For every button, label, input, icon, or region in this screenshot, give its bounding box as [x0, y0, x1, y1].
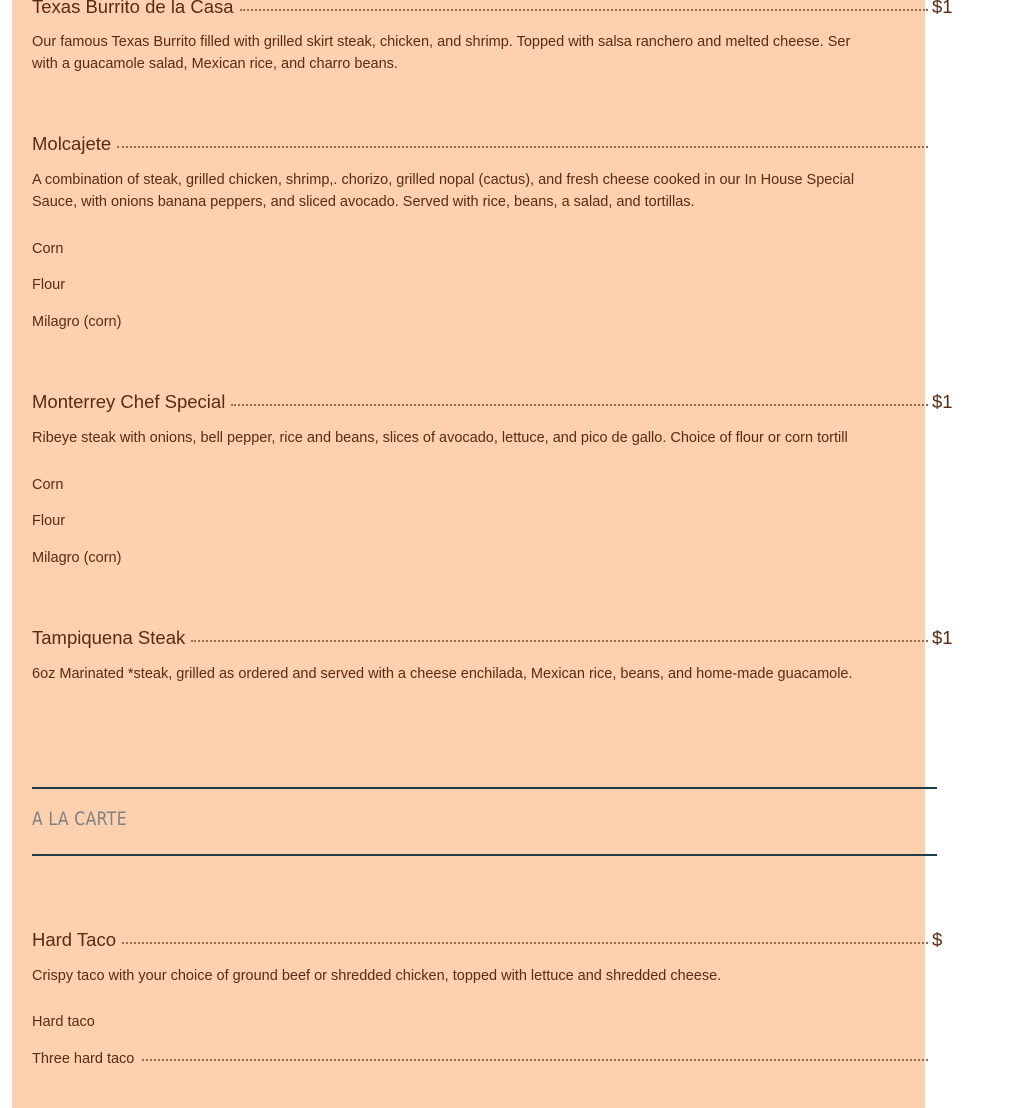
section-rule-top	[32, 787, 937, 789]
menu-item-price: $1	[932, 0, 953, 17]
menu-item-name: Molcajete	[32, 133, 112, 154]
menu-item-title-row	[32, 133, 1032, 159]
menu-item-description	[32, 663, 972, 685]
description-line: A combination of steak, grilled chicken, shrimp,. chorizo, grilled nopal (cactus), and fresh cheese cooked in our In House Special	[32, 172, 855, 188]
menu-option[interactable]: Flour	[32, 513, 66, 529]
menu-option[interactable]: Hard taco	[32, 1014, 95, 1030]
menu-item-price: $1	[932, 391, 953, 412]
description-line: Ribeye steak with onions, bell pepper, rice and beans, slices of avocado, lettuce, and pico de gallo. Choice of flour or corn tortill	[32, 430, 848, 446]
menu-item-name: Monterrey Chef Special	[32, 391, 226, 412]
description-line: 6oz Marinated *steak, grilled as ordered and served with a cheese enchilada, Mexican rice, beans, and home-made guacamole.	[32, 666, 853, 682]
section-rule-bottom	[32, 854, 937, 856]
section-title: A LA CARTE	[32, 808, 127, 830]
menu-item-description	[32, 31, 972, 75]
description-line: Our famous Texas Burrito filled with grilled skirt steak, chicken, and shrimp. Topped with salsa ranchero and melted cheese. Ser	[32, 34, 851, 50]
menu-item-description	[32, 427, 972, 449]
menu-item-description	[32, 965, 972, 987]
menu-item-title-row	[32, 627, 1032, 653]
dot-leader	[142, 1059, 928, 1061]
menu-item-description	[32, 169, 972, 213]
dot-leader	[231, 404, 928, 406]
menu-option[interactable]: Corn	[32, 241, 64, 257]
menu-item-title-row	[32, 391, 1032, 417]
menu-item-name: Tampiquena Steak	[32, 627, 186, 648]
description-line: Crispy taco with your choice of ground beef or shredded chicken, topped with lettuce and shredded cheese.	[32, 968, 722, 984]
dot-leader	[240, 9, 928, 11]
description-line: with a guacamole salad, Mexican rice, and charro beans.	[32, 56, 398, 72]
menu-item-price: $	[932, 929, 943, 950]
menu-item-price: $1	[932, 627, 953, 648]
dot-leader	[117, 146, 928, 148]
menu-option[interactable]: Milagro (corn)	[32, 550, 122, 566]
dot-leader	[191, 640, 928, 642]
menu-option-row[interactable]	[32, 1051, 1032, 1067]
menu-item-title-row	[32, 929, 1032, 955]
menu-option[interactable]: Corn	[32, 477, 64, 493]
menu-item-title-row	[32, 0, 1032, 22]
menu-item-name: Hard Taco	[32, 929, 116, 950]
menu-item-name: Texas Burrito de la Casa	[32, 0, 234, 17]
description-line: Sauce, with onions banana peppers, and sliced avocado. Served with rice, beans, a salad, and tortillas.	[32, 194, 695, 210]
dot-leader	[122, 942, 928, 944]
menu-option[interactable]: Milagro (corn)	[32, 314, 122, 330]
menu-panel	[12, 0, 953, 1108]
menu-option[interactable]: Flour	[32, 277, 66, 293]
menu-option-label: Three hard taco	[32, 1051, 135, 1067]
